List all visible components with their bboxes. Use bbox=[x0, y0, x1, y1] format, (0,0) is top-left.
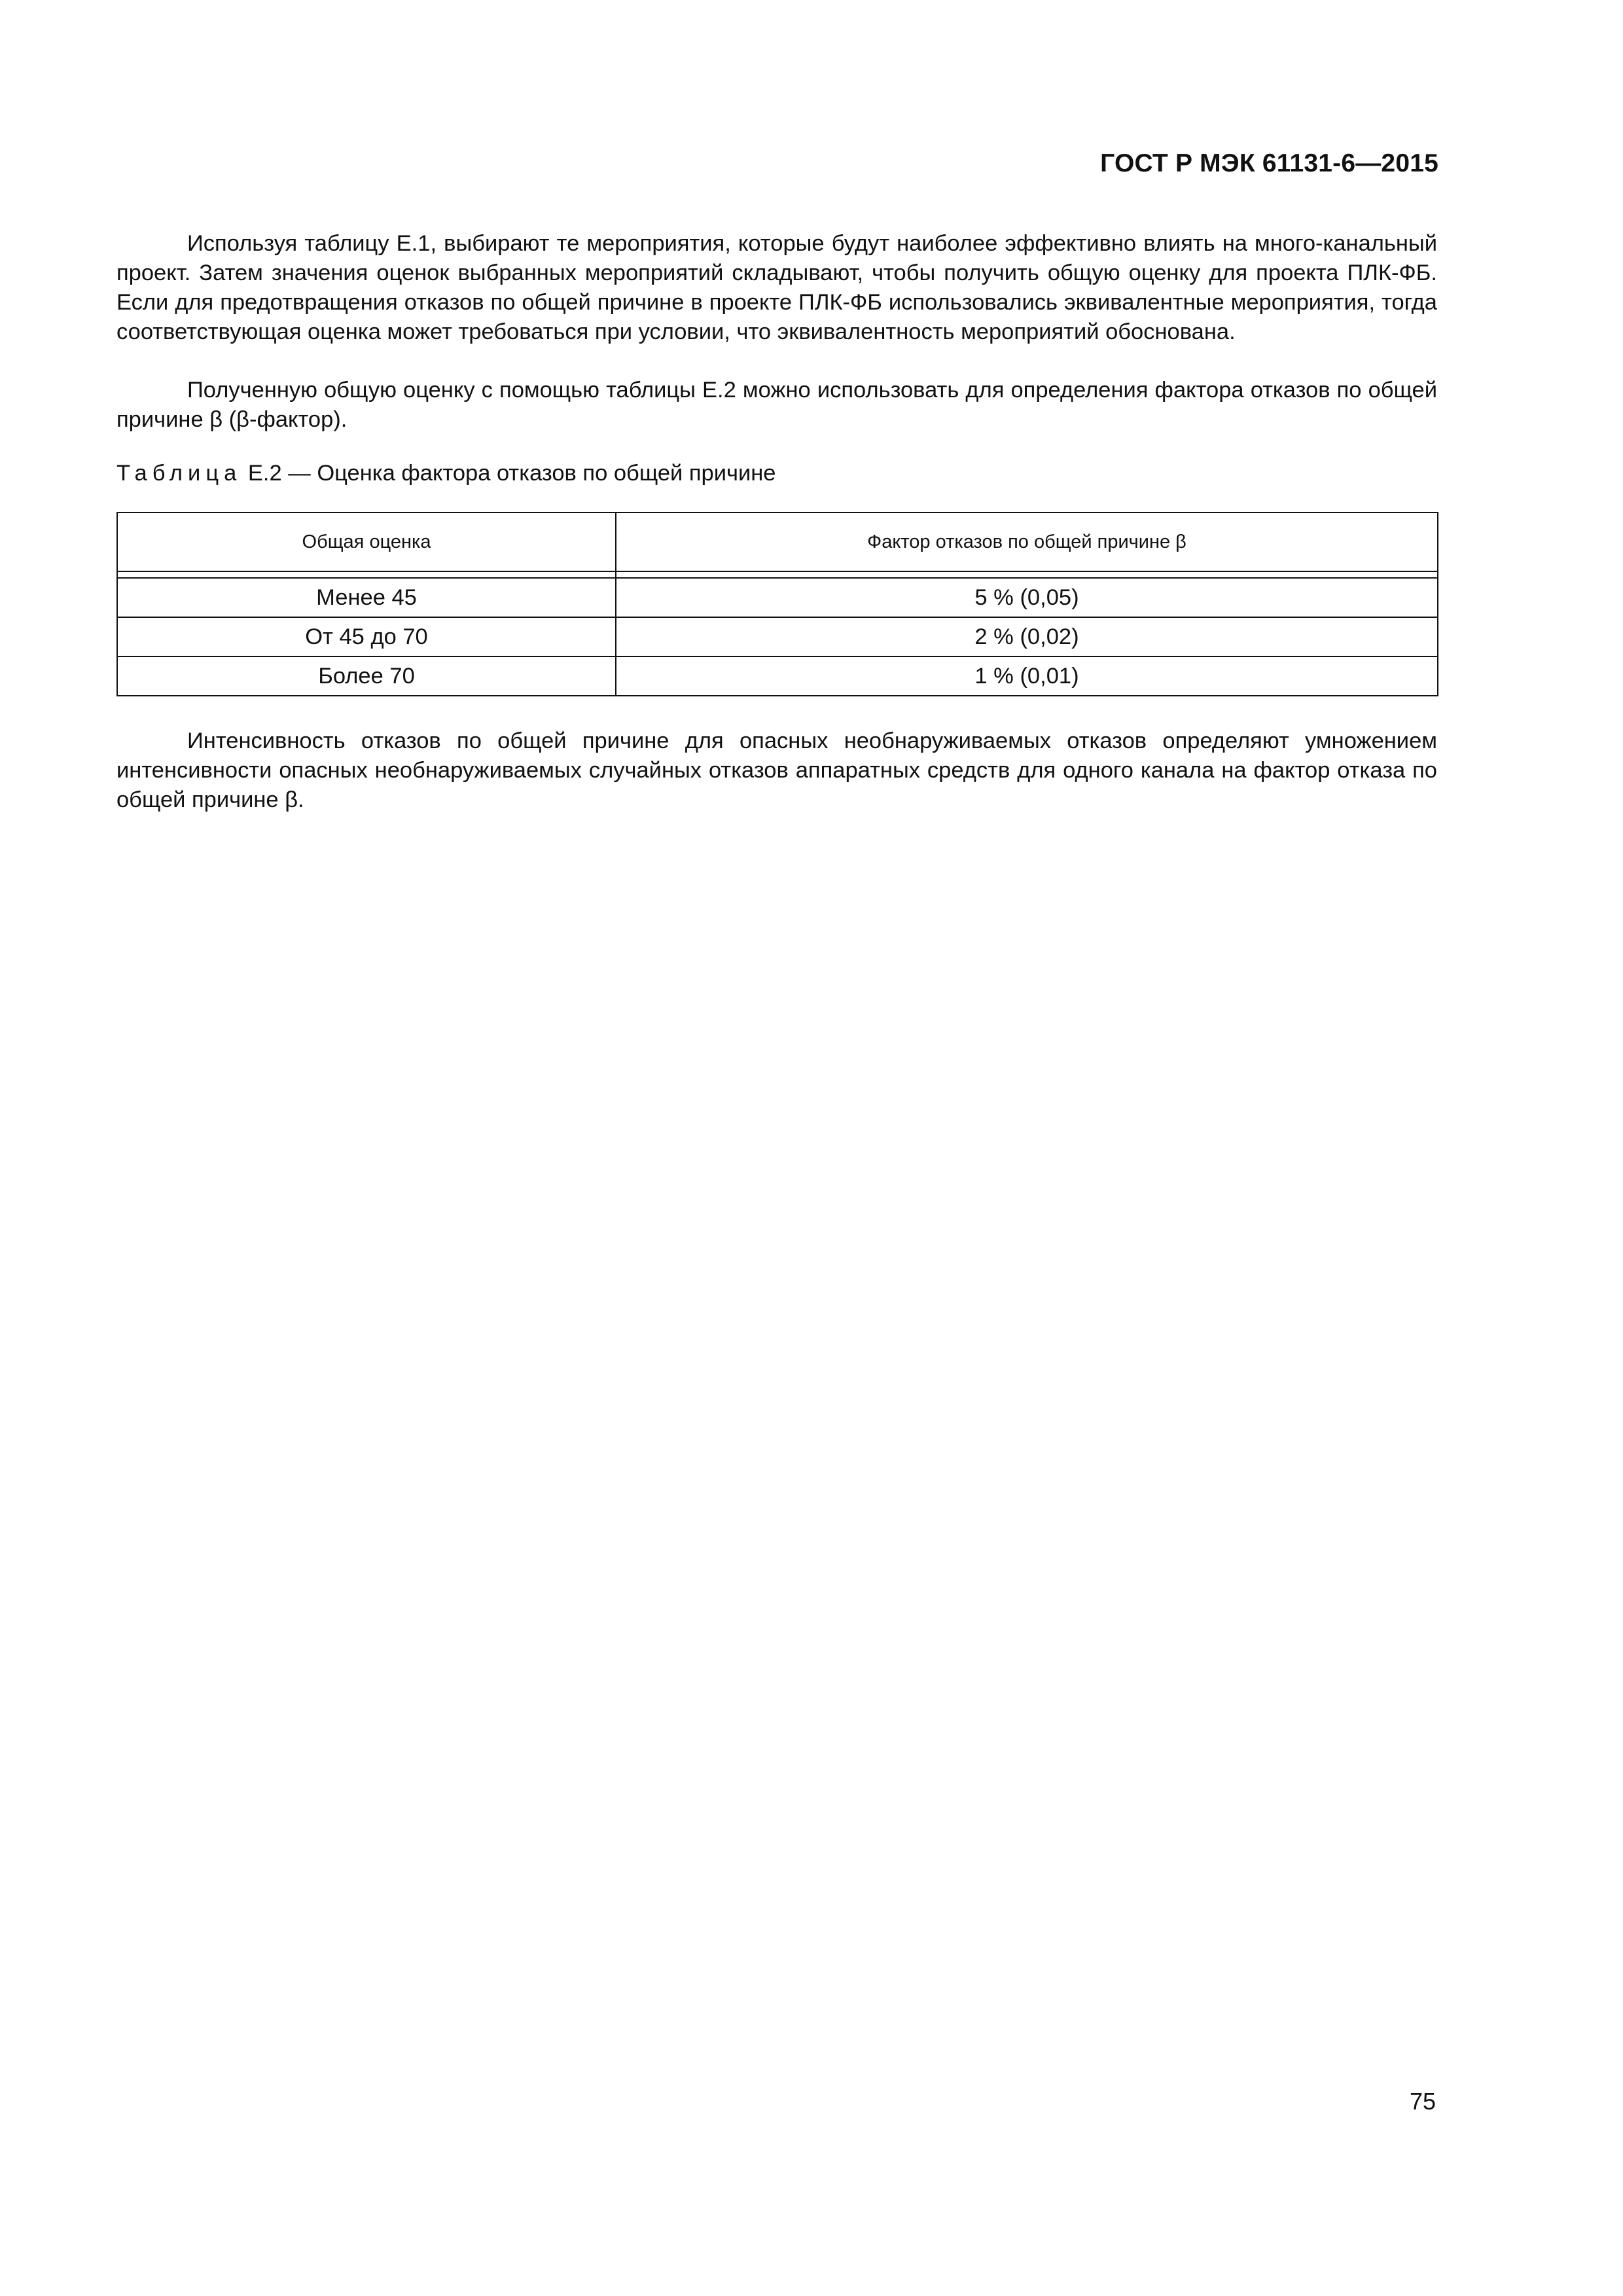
paragraph-usage bbox=[116, 376, 1437, 435]
beta-factor-table bbox=[116, 512, 1438, 696]
document-header: ГОСТ Р МЭК 61131-6—2015 bbox=[1100, 149, 1438, 177]
separator-cell bbox=[117, 571, 616, 578]
table-row bbox=[117, 656, 1438, 696]
table-caption-text: Е.2 — Оценка фактора отказов по общей причине bbox=[241, 461, 776, 486]
table-cell: От 45 до 70 bbox=[117, 617, 616, 656]
table-cell: Менее 45 bbox=[117, 578, 616, 617]
table-caption-label: Таблица bbox=[116, 461, 242, 486]
page-number: 75 bbox=[1409, 2088, 1436, 2115]
separator-cell bbox=[616, 571, 1438, 578]
paragraph-text: Интенсивность отказов по общей причине для опасных необнаруживаемых отказов определяют умножением интенсивности опасных необнаруживаемых случайных отказов аппаратных средств для одного канала на фактор отказа по общей причине β. bbox=[116, 728, 1437, 812]
table-header-cell: Фактор отказов по общей причине β bbox=[616, 512, 1438, 571]
table-cell: 5 % (0,05) bbox=[616, 578, 1438, 617]
table-row bbox=[117, 617, 1438, 656]
paragraph-conclusion bbox=[116, 726, 1437, 815]
paragraph-text: Используя таблицу Е.1, выбирают те мероприятия, которые будут наиболее эффективно влиять на много-канальный проект. Затем значения оценок выбранных мероприятий складывают, чтобы получить общую оценку для проекта ПЛК-ФБ. Если для предотвращения отказов по общей причине в проекте ПЛК-ФБ использовались эквивалентные мероприятия, тогда соответствующая оценка может требоваться при условии, что эквивалентность мероприятий обоснована. bbox=[116, 231, 1437, 344]
paragraph-intro bbox=[116, 229, 1437, 347]
table-row bbox=[117, 578, 1438, 617]
table-cell: 1 % (0,01) bbox=[616, 656, 1438, 696]
table-cell: Более 70 bbox=[117, 656, 616, 696]
table-cell: 2 % (0,02) bbox=[616, 617, 1438, 656]
paragraph-text: Полученную общую оценку с помощью таблицы Е.2 можно использовать для определения фактора отказов по общей причине β (β-фактор). bbox=[116, 378, 1437, 432]
table-header-row bbox=[117, 512, 1438, 571]
table-header-cell: Общая оценка bbox=[117, 512, 616, 571]
table-caption bbox=[116, 461, 776, 486]
table-header-separator bbox=[117, 571, 1438, 578]
